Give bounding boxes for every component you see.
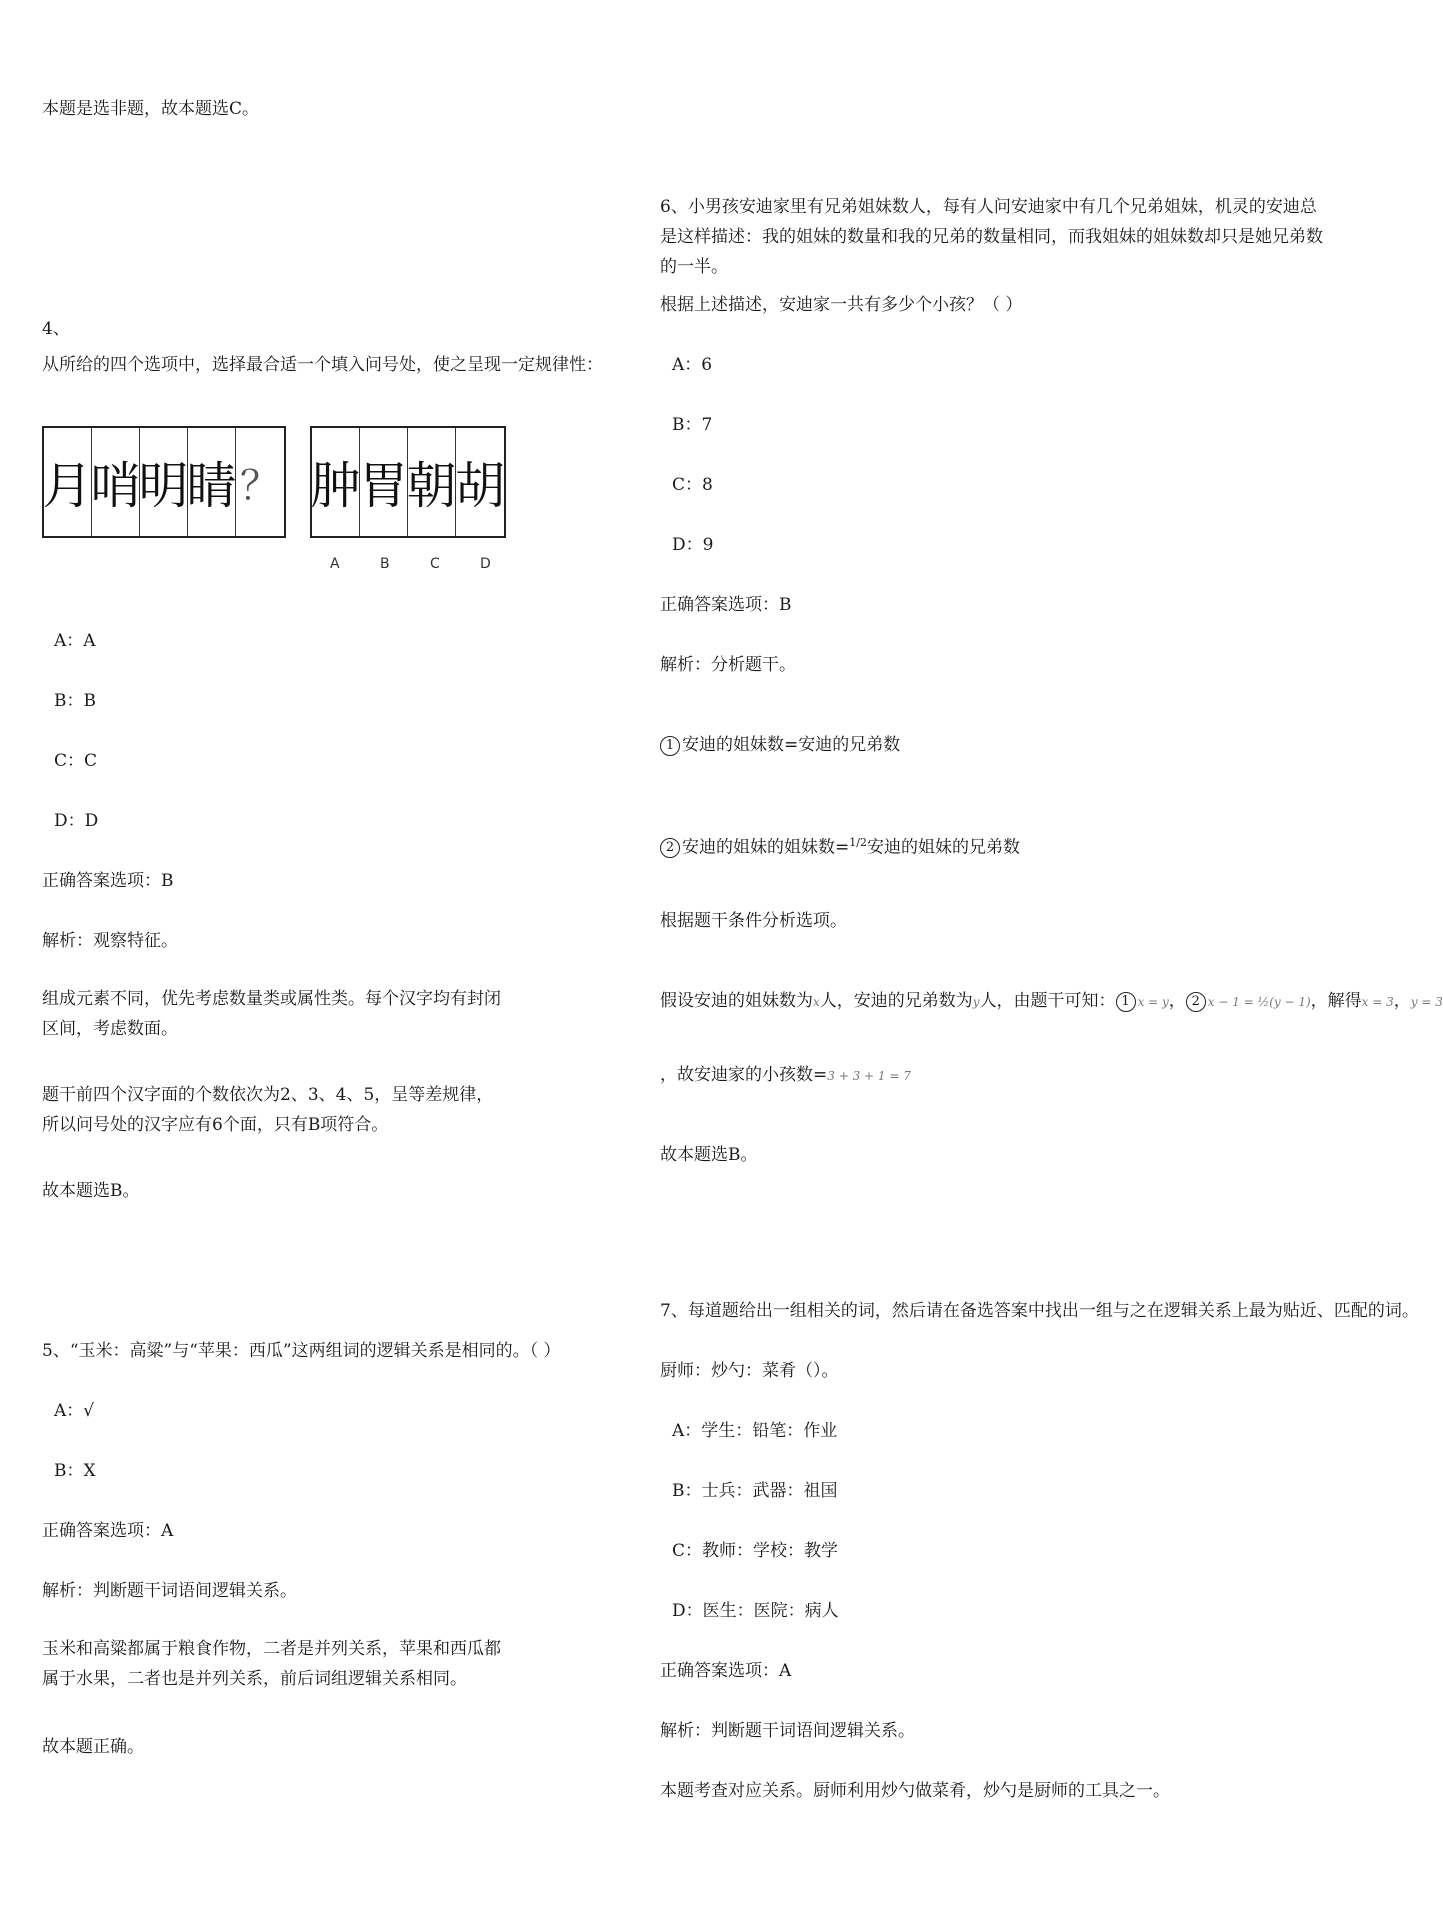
q4-option-d: D：D [54,811,99,831]
q6-option-c: C：8 [672,475,713,495]
q6-option-b: B：7 [672,415,713,435]
q5-analysis-p1: 玉米和高粱都属于粮食作物，二者是并列关系，苹果和西瓜都属于水果，二者也是并列关系，前后词组逻辑关系相同。 [42,1639,501,1689]
q4-analysis-p1: 组成元素不同，优先考虑数量类或属性类。每个汉字均有封闭区间，考虑数面。 [42,989,501,1039]
q5-option-a: A：√ [54,1401,95,1421]
step2-text-a: 安迪的姐妹的姐妹数= [682,837,850,858]
q4-conclusion: 故本题选B。 [42,1181,140,1201]
step2-fraction: 1/2 [849,836,867,849]
q7-option-d: D：医生：医院：病人 [672,1601,839,1621]
q6-assumption: 假设安迪的姐妹数为x人，安迪的兄弟数为y人，由题干可知： 1 x = y， 2 x − 1 = ½(y − 1)，解得x = 3，y = 3 [660,991,1443,1011]
total-equation: 3 + 3 + 1 = 7 [827,1069,911,1083]
q4-option-b: B：B [54,691,96,711]
equation-2: x − 1 = ½(y − 1) [1207,995,1311,1009]
q6-stem: 6、小男孩安迪家里有兄弟姐妹数人，每有人问安迪家中有几个兄弟姐妹，机灵的安迪总是这样描述：我的姐妹的数量和我的兄弟的数量相同，而我姐妹的姐妹数却只是她兄弟数的一半。 [660,197,1323,277]
equation-1: x = y [1137,995,1169,1009]
q5-stem: 5、“玉米：高粱”与“苹果：西瓜”这两组词的逻辑关系是相同的。（ ） [42,1341,561,1361]
step1-text: 安迪的姐妹数=安迪的兄弟数 [682,735,901,755]
given-char-4: 睛 [188,428,236,536]
given-char-3: 明 [140,428,188,536]
q5-option-b: B：X [54,1461,96,1481]
choice-letter-c: C [430,556,440,572]
assume-text-b: 人，安迪的兄弟数为 [819,991,973,1011]
q7-option-c: C：教师：学校：教学 [672,1541,839,1561]
previous-conclusion: 本题是选非题，故本题选C。 [42,99,260,119]
q7-analysis-title: 解析：判断题干词语间逻辑关系。 [660,1721,915,1741]
choice-char-a: 肿 [312,428,360,536]
q7-option-a: A：学生：铅笔：作业 [672,1421,838,1441]
assume-text-c: 人，由题干可知： [979,991,1116,1011]
choice-char-c: 朝 [408,428,456,536]
q6-total [660,1060,911,1091]
q4-analysis-title: 解析：观察特征。 [42,931,178,951]
q6-analyze-line: 根据题干条件分析选项。 [660,911,847,931]
choice-letter-d: D [480,556,491,572]
total-text: ，故安迪家的小孩数= [660,1065,828,1085]
solution-y: y = 3 [1410,995,1443,1009]
step1-circle: 1 [660,736,680,756]
q6-analysis-title: 解析：分析题干。 [660,655,796,675]
q4-number: 4、 [42,319,70,339]
var-y: y [972,995,980,1009]
q7-analysis-p1: 本题考查对应关系。厨师利用炒勺做菜肴，炒勺是厨师的工具之一。 [660,1781,1170,1801]
q5-answer: 正确答案选项：A [42,1521,174,1541]
q5-analysis-title: 解析：判断题干词语间逻辑关系。 [42,1581,297,1601]
q4-analysis-p2: 题干前四个汉字面的个数依次为2、3、4、5，呈等差规律，所以问号处的汉字应有6个面，只有B项符合。 [42,1085,494,1135]
q6-step1 [660,730,900,760]
choice-letter-a: A [330,556,340,572]
q4-answer: 正确答案选项：B [42,871,174,891]
question-mark-cell: ？ [240,462,280,509]
assume-text-a: 假设安迪的姐妹数为 [660,991,813,1011]
q4-stem: 从所给的四个选项中，选择最合适一个填入问号处，使之呈现一定规律性： [42,355,603,375]
given-sequence [42,426,286,538]
step2-text-b: 安迪的姐妹的兄弟数 [866,837,1020,858]
q4-option-c: C：C [54,751,98,771]
solve-text: ，解得 [1310,991,1362,1011]
eq2-circle: 2 [1186,992,1206,1012]
q6-option-d: D：9 [672,535,714,555]
q4-figure [42,426,512,586]
choice-letter-b: B [380,556,390,572]
given-char-1: 月 [44,428,92,536]
eq1-circle: 1 [1116,992,1136,1012]
q7-question: 厨师：炒勺：菜肴（）。 [660,1361,839,1381]
q4-option-a: A：A [54,631,96,651]
q7-answer: 正确答案选项：A [660,1661,792,1681]
q6-step2 [660,828,1020,863]
choice-char-b: 胃 [360,428,408,536]
q7-stem: 7、每道题给出一组相关的词，然后请在备选答案中找出一组与之在逻辑关系上最为贴近、匹配的词。 [660,1301,1419,1321]
solution-x: x = 3 [1361,995,1394,1009]
q6-question: 根据上述描述，安迪家一共有多少个小孩？（ ） [660,295,1023,315]
choice-sequence [310,426,506,538]
q5-conclusion: 故本题正确。 [42,1737,144,1757]
var-x: x [813,995,820,1009]
q6-answer: 正确答案选项：B [660,595,792,615]
q6-option-a: A：6 [672,355,713,375]
given-char-2: 哨 [92,428,140,536]
q6-conclusion: 故本题选B。 [660,1145,758,1165]
choice-char-d: 胡 [455,457,505,515]
step2-circle: 2 [660,838,680,858]
q7-option-b: B：士兵：武器：祖国 [672,1481,838,1501]
